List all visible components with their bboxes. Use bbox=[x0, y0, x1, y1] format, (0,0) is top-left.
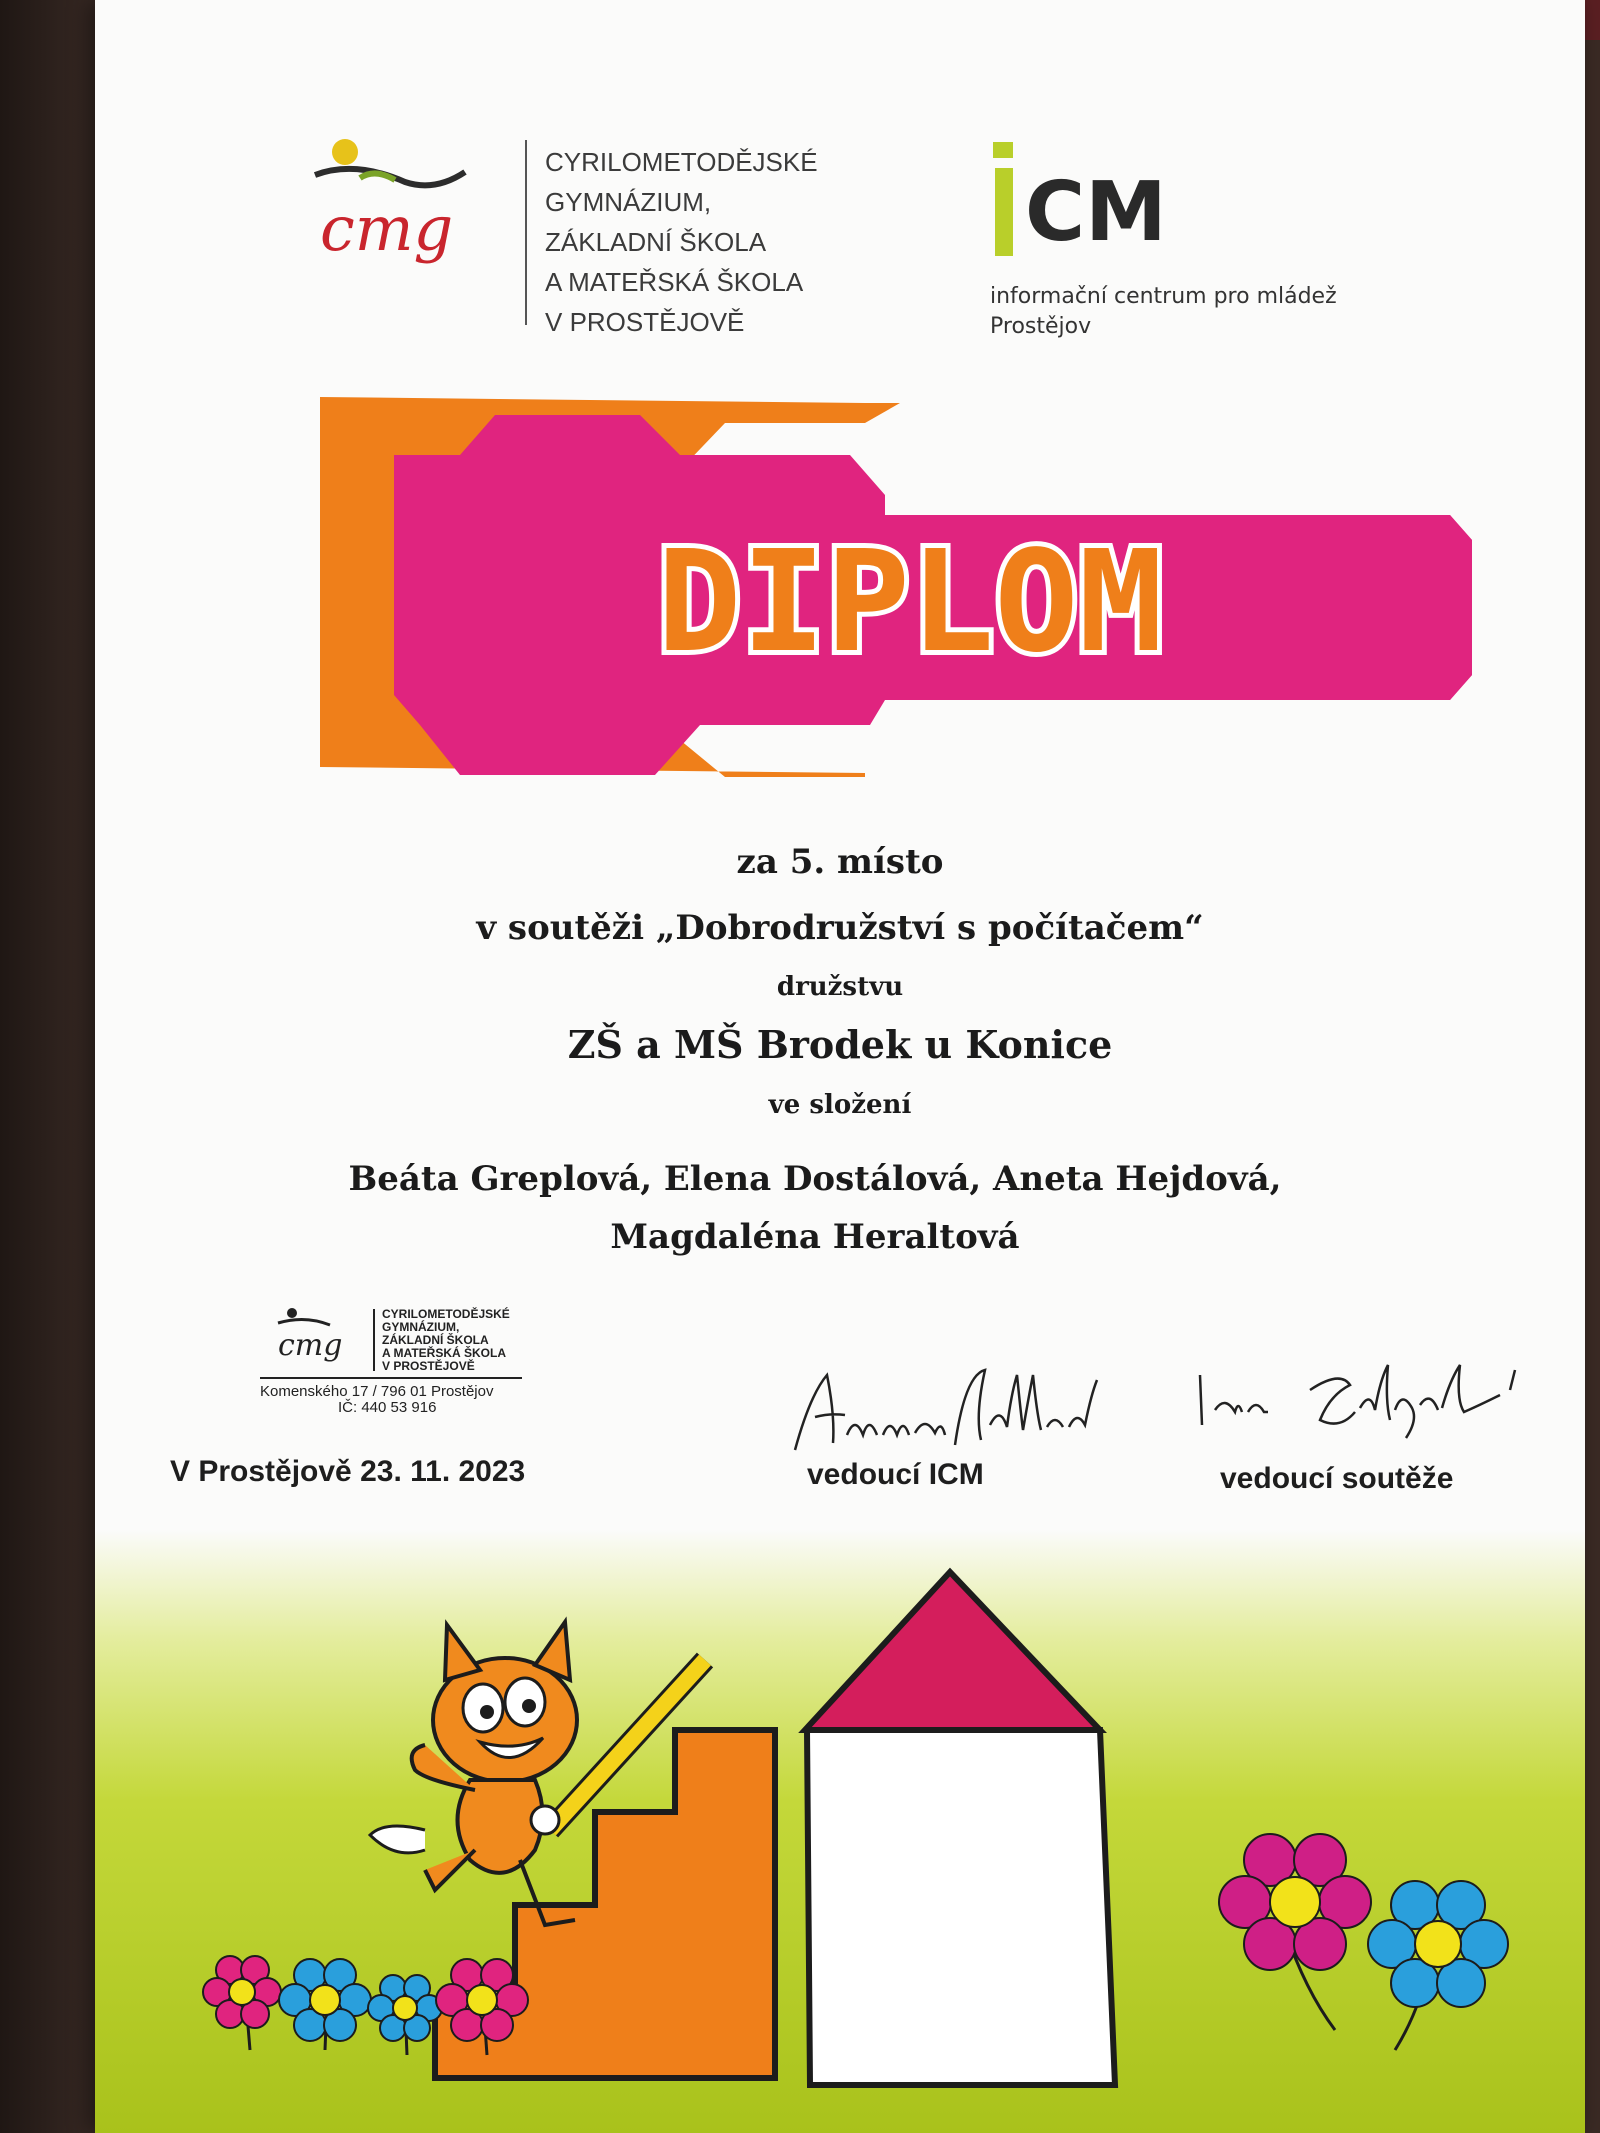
stamp-ico: IČ: 440 53 916 bbox=[338, 1399, 437, 1416]
stamp-line: CYRILOMETODĚJSKÉ bbox=[382, 1307, 510, 1321]
stamp-address bbox=[260, 1384, 493, 1416]
icm-name bbox=[990, 282, 1420, 342]
school-name-line: A MATEŘSKÁ ŠKOLA bbox=[545, 267, 804, 297]
placement: za 5. místo bbox=[736, 842, 944, 882]
school-name-line: V PROSTĚJOVĚ bbox=[545, 307, 745, 337]
cmg-logo-text: cmg bbox=[320, 192, 454, 265]
svg-text:CM: CM bbox=[1025, 165, 1167, 260]
bottom-illustration bbox=[95, 1530, 1585, 2133]
icm-name-line: informační centrum pro mládež bbox=[990, 284, 1337, 309]
banner-title: DIPLOM bbox=[657, 521, 1163, 684]
stamp-logo-text: cmg bbox=[278, 1328, 343, 1363]
signature-leader-contest bbox=[1180, 1350, 1540, 1450]
team-members: Beáta Greplová, Elena Dostálová, Aneta Hejdová, Magdaléna Heraltová bbox=[348, 1159, 1282, 1257]
stamp-line: V PROSTĚJOVĚ bbox=[382, 1359, 475, 1373]
diploma-sheet bbox=[95, 0, 1585, 2133]
school-name bbox=[545, 142, 865, 342]
stamp-line: GYMNÁZIUM, bbox=[382, 1320, 460, 1334]
school-name-line: ZÁKLADNÍ ŠKOLA bbox=[545, 227, 767, 257]
stamp-line: A MATEŘSKÁ ŠKOLA bbox=[382, 1346, 506, 1360]
diplom-banner bbox=[310, 395, 1480, 815]
place-and-date: V Prostějově 23. 11. 2023 bbox=[170, 1455, 526, 1488]
stamp-text bbox=[382, 1308, 510, 1373]
icm-logo bbox=[985, 140, 1215, 275]
stamp-address-line: Komenského 17 / 796 01 Prostějov bbox=[260, 1383, 494, 1400]
role-leader-contest: vedoucí soutěže bbox=[1220, 1462, 1454, 1495]
team-name: ZŠ a MŠ Brodek u Konice bbox=[567, 1022, 1113, 1067]
stamp-line: ZÁKLADNÍ ŠKOLA bbox=[382, 1333, 489, 1347]
icm-name-line: Prostějov bbox=[990, 314, 1092, 339]
composition-label: ve složení bbox=[768, 1090, 912, 1120]
signature-leader-icm bbox=[785, 1355, 1115, 1465]
contest-name: v soutěži „Dobrodružství s počítačem“ bbox=[476, 908, 1204, 948]
school-name-line: GYMNÁZIUM, bbox=[545, 187, 712, 217]
school-name-line: CYRILOMETODĚJSKÉ bbox=[545, 147, 818, 177]
logo-sun-icon bbox=[332, 139, 358, 165]
role-leader-icm: vedoucí ICM bbox=[807, 1458, 984, 1491]
logo-divider bbox=[525, 140, 527, 325]
cmg-logo bbox=[295, 130, 495, 330]
team-label: družstvu bbox=[776, 972, 904, 1002]
